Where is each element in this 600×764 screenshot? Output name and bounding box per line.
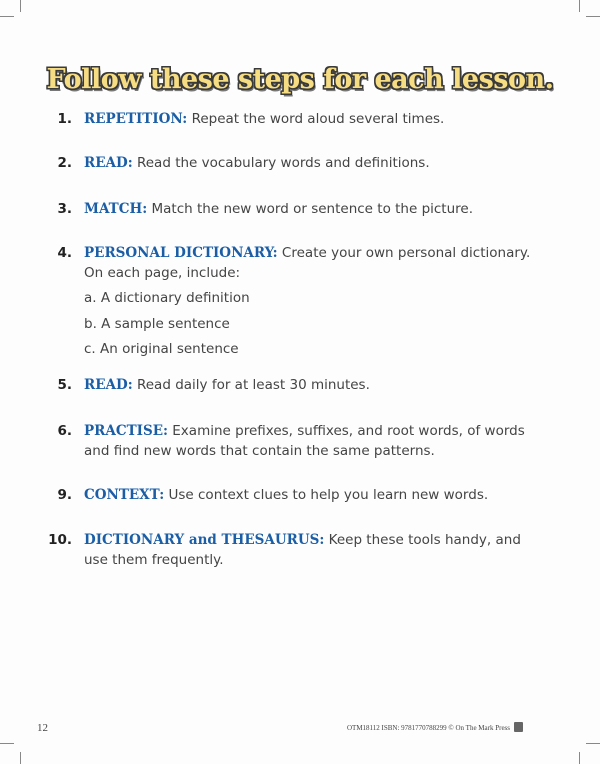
crop-mark [0, 16, 14, 17]
step-text: Read daily for at least 30 minutes. [132, 377, 370, 393]
step-label: READ: [84, 377, 133, 393]
step-label: PRACTISE: [84, 423, 168, 439]
crop-mark [20, 0, 21, 12]
step-text: Create your own personal dictionary. On each page, include: [84, 245, 531, 281]
page-title: Follow these steps for each lesson. [46, 64, 554, 95]
step-label: READ: [84, 155, 133, 171]
step-label: DICTIONARY and THESAURUS: [84, 532, 325, 548]
step-label: REPETITION: [84, 111, 188, 127]
step-number: 10. [48, 532, 72, 548]
step-text: Read the vocabulary words and definitions. [132, 155, 430, 171]
footer-credit: OTM18112 ISBN: 9781770788299 © On The Mark Press [346, 724, 510, 732]
step-text: Match the new word or sentence to the picture. [147, 201, 474, 217]
step-number: 3. [57, 201, 72, 217]
substep-item: a. A dictionary definition [84, 290, 250, 306]
publisher-logo-icon [514, 722, 523, 732]
crop-mark [579, 0, 580, 12]
step-number: 5. [57, 377, 72, 393]
step-label: MATCH: [84, 201, 148, 217]
step-number: 4. [57, 245, 72, 261]
crop-mark [586, 743, 600, 744]
crop-mark [586, 16, 600, 17]
step-number: 6. [57, 423, 72, 439]
step-text: Keep these tools handy, and use them frequently. [84, 532, 521, 568]
step-text: Use context clues to help you learn new words. [164, 487, 489, 503]
step-label: CONTEXT: [84, 487, 165, 503]
substep-item: b. A sample sentence [84, 316, 230, 332]
crop-mark [0, 743, 14, 744]
step-number: 2. [57, 155, 72, 171]
step-number: 9. [57, 487, 72, 503]
step-label: PERSONAL DICTIONARY: [84, 245, 278, 261]
substep-item: c. An original sentence [84, 341, 239, 357]
step-number: 1. [57, 111, 72, 127]
step-text: Examine prefixes, suffixes, and root words, of words and find new words that contain the same patterns. [84, 423, 525, 459]
page-number: 12 [37, 722, 48, 734]
crop-mark [20, 752, 21, 764]
crop-mark [579, 752, 580, 764]
step-text: Repeat the word aloud several times. [187, 111, 445, 127]
